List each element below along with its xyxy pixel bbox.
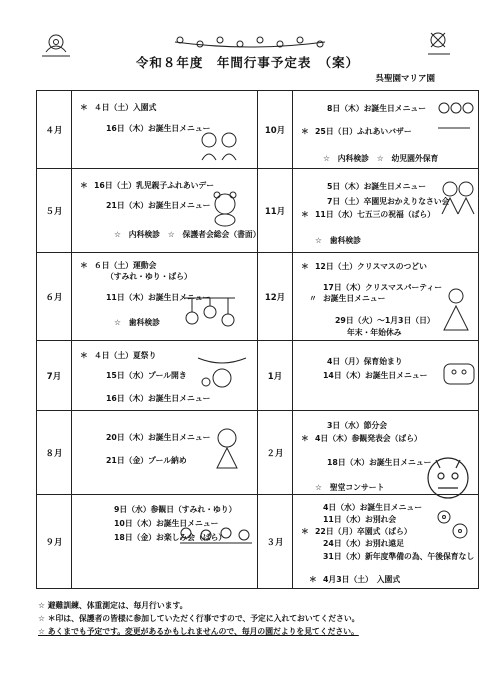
event-line	[315, 483, 384, 493]
event-mark: ＊	[301, 262, 309, 271]
event-line	[327, 182, 426, 192]
event-text: お誕生日メニュー	[323, 294, 386, 303]
event-line	[114, 318, 160, 328]
event-mark: ＊	[309, 575, 317, 584]
event-line	[301, 127, 412, 137]
month-label: 7月	[37, 341, 72, 411]
schedule-row	[37, 253, 479, 341]
event-line	[327, 421, 387, 431]
event-text: 4月3日（土） 入園式	[323, 575, 401, 584]
event-text: 17日（木）クリスマスパーティー	[323, 283, 443, 292]
event-text: ☆ 内科検診 ☆ 幼児園外保育	[323, 154, 439, 163]
event-line	[323, 283, 442, 293]
month-label: ３月	[258, 495, 293, 589]
event-text: 7日（土）卒園児おかえりなさい会	[327, 197, 450, 206]
event-text: 31日（水）新年度準備の為、午後保育なし	[323, 552, 475, 561]
event-mark: ＊	[80, 181, 88, 190]
month-label: ６月	[37, 253, 72, 341]
event-line	[323, 154, 438, 164]
children-group-illustration	[434, 100, 474, 132]
event-line	[114, 505, 236, 515]
event-line	[327, 458, 431, 468]
event-text: 11日（水）お別れ会	[323, 515, 397, 524]
event-line	[106, 272, 192, 282]
event-text: ☆ 歯科検診	[315, 236, 361, 245]
schedule-row	[37, 495, 479, 589]
event-text: 16日（木）お誕生日メニュー	[106, 124, 211, 133]
month-label: ４月	[37, 91, 72, 169]
month-label: ２月	[258, 411, 293, 495]
nativity-illustration	[436, 286, 476, 332]
event-text: ４日（土）入園式	[94, 103, 157, 112]
event-text: 10日（木）お誕生日メニュー	[114, 519, 219, 528]
cherry-blossom-illustration	[430, 505, 474, 545]
event-line	[301, 262, 427, 272]
event-line	[347, 328, 402, 338]
event-line	[106, 201, 210, 211]
event-line	[323, 503, 422, 513]
event-text: ☆ 歯科検診	[114, 318, 160, 327]
bear-illustration	[205, 190, 245, 226]
schedule-row	[37, 169, 479, 253]
event-text: 11日（水）七五三の祝福（ばら）	[315, 210, 436, 219]
event-line	[106, 433, 210, 443]
event-line	[80, 103, 156, 113]
event-line	[106, 371, 187, 381]
event-mark: ＊	[301, 127, 309, 136]
schedule-row	[37, 341, 479, 411]
event-text: 9日（水）参観日（すみれ・ゆり）	[114, 505, 237, 514]
event-line	[80, 351, 156, 361]
schedule-table	[36, 90, 479, 589]
event-line	[323, 515, 396, 525]
event-mark: ＊	[301, 210, 309, 219]
event-line	[309, 294, 385, 304]
event-line	[315, 236, 361, 246]
schedule-row	[37, 411, 479, 495]
event-line	[327, 197, 449, 207]
event-line	[323, 371, 427, 381]
event-line	[301, 210, 435, 220]
month-label: 12月	[258, 253, 293, 341]
event-line	[301, 434, 422, 444]
month-label: ８月	[37, 411, 72, 495]
event-text: （すみれ・ゆり・ばら）	[106, 272, 192, 281]
flower-row-illustration	[178, 525, 254, 545]
event-text: 18日（木）お誕生日メニュー	[327, 458, 432, 467]
month-label: 10月	[258, 91, 293, 169]
event-text: 20日（木）お誕生日メニュー	[106, 433, 211, 442]
event-text: ☆ 聖堂コンサート	[315, 483, 385, 492]
event-mark: ＊	[301, 434, 309, 443]
footer-note: ☆ ＊印は、保護者の皆様に参加していただく行事ですので、予定に入れておいてください。	[38, 614, 360, 623]
event-text: 24日（水）お別れ遠足	[323, 539, 405, 548]
oni-mask-illustration	[420, 452, 476, 502]
event-line	[301, 527, 412, 537]
event-text: ☆ 内科検診 ☆ 保護者会総会（書面）	[114, 230, 261, 239]
page-title: 令和８年度 年間行事予定表 （案）	[135, 55, 360, 70]
summer-festival-illustration	[196, 352, 248, 394]
event-mark: ＊	[80, 261, 88, 270]
event-text: 4日（水）お誕生日メニュー	[323, 503, 422, 512]
event-text: 18日（金）お楽しみ会（ばら）	[114, 533, 227, 542]
event-mark: ＊	[80, 103, 88, 112]
event-line	[80, 181, 214, 191]
event-text: 8日（木）お誕生日メニュー	[327, 104, 426, 113]
event-line	[323, 539, 404, 549]
lion-dance-illustration	[440, 360, 478, 390]
event-line	[114, 230, 261, 240]
event-text: 12日（土）クリスマスのつどい	[315, 262, 427, 271]
event-line	[106, 394, 210, 404]
event-line	[327, 357, 403, 367]
event-text: 11日（木）お誕生日メニュー	[106, 293, 211, 302]
event-text: ６日（土）運動会	[94, 261, 157, 270]
month-label: 1月	[258, 341, 293, 411]
event-text: 22日（月）卒園式（ばら）	[315, 527, 412, 536]
event-line	[335, 316, 435, 326]
event-text: 25日（日）ふれあいバザー	[315, 127, 412, 136]
event-text: 3日（水）節分会	[327, 421, 388, 430]
event-text: 4日（木）参観発表会（ばら）	[315, 434, 422, 443]
shichigosan-children-illustration	[438, 180, 478, 216]
event-text: 15日（水）プール開き	[106, 371, 187, 380]
event-text: 21日（木）お誕生日メニュー	[106, 201, 211, 210]
organization-name: 呉聖園マリア園	[375, 74, 435, 84]
event-line	[327, 104, 426, 114]
event-line	[323, 552, 474, 562]
event-line	[309, 575, 400, 585]
event-text: 16日（土）乳児親子ふれあいデー	[94, 181, 215, 190]
event-text: 5日（木）お誕生日メニュー	[327, 182, 426, 191]
month-label: ５月	[37, 169, 72, 253]
event-mark: ＊	[301, 527, 309, 536]
month-label: 11月	[258, 169, 293, 253]
footer-note: ☆ あくまでも予定です。変更があるかもしれませんので、毎月の園だよりを見てください。	[38, 627, 359, 636]
children-illustration	[195, 130, 245, 162]
event-text: 16日（木）お誕生日メニュー	[106, 394, 211, 403]
event-text: ４日（土）夏祭り	[94, 351, 157, 360]
event-mark: 〃	[309, 294, 317, 303]
event-text: 14日（木）お誕生日メニュー	[323, 371, 428, 380]
event-text: 4日（月）保育始まり	[327, 357, 403, 366]
event-text: 年末・年始休み	[347, 328, 402, 337]
event-mark: ＊	[80, 351, 88, 360]
event-line	[80, 261, 156, 271]
month-label: ９月	[37, 495, 72, 589]
event-line	[106, 456, 187, 466]
mobile-toys-illustration	[180, 294, 240, 332]
footer-note: ☆ 避難訓練、体重測定は、毎月行います。	[38, 601, 188, 610]
schedule-row	[37, 91, 479, 169]
girl-illustration	[207, 426, 247, 470]
event-text: 29日（火）～1月3日（日）	[335, 316, 435, 325]
event-text: 21日（金）プール納め	[106, 456, 187, 465]
